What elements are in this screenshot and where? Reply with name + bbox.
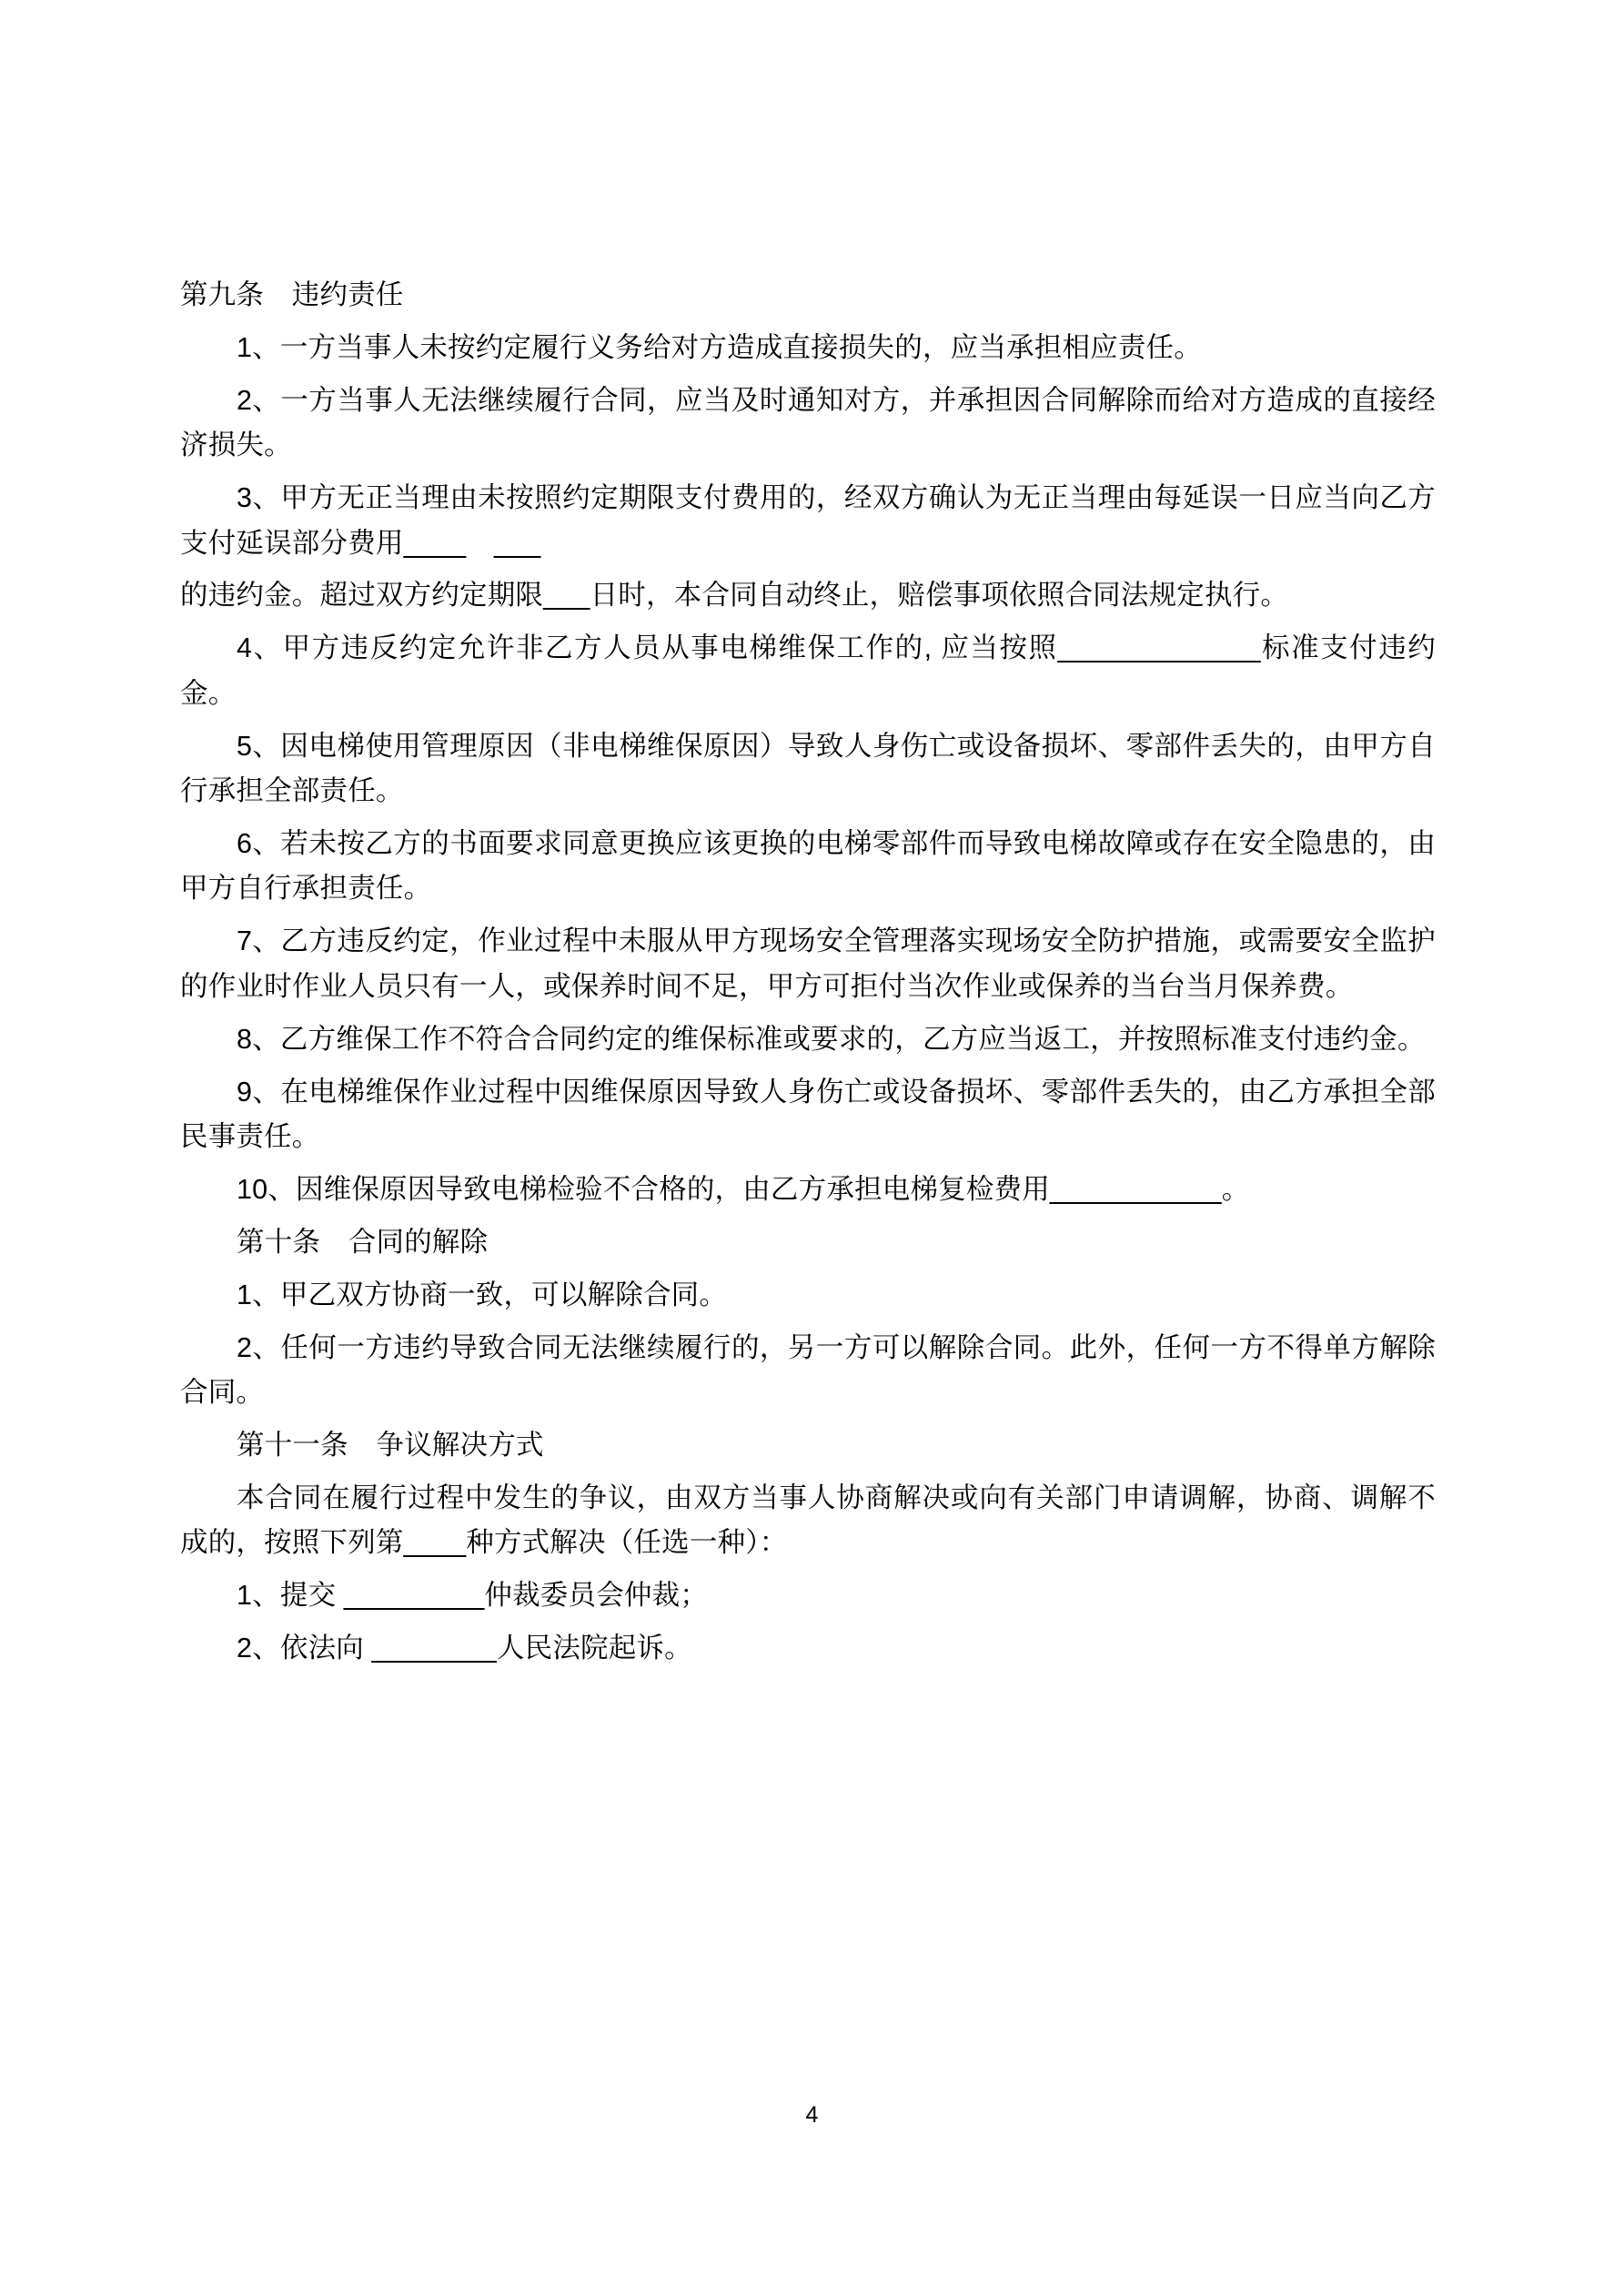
paragraph-9-3: 3、甲方无正当理由未按照约定期限支付费用的，经双方确认为无正当理由每延误一日应当向乙方支付延误部分费用____ ___ (180, 482, 1436, 559)
paragraph-10-2: 2、任何一方违约导致合同无法继续履行的，另一方可以解除合同。此外，任何一方不得单方解除合同。 (180, 1331, 1436, 1408)
paragraph-9-7: 7、乙方违反约定，作业过程中未服从甲方现场安全管理落实现场安全防护措施，或需要安全监护的作业时作业人员只有一人，或保养时间不足，甲方可拒付当次作业或保养的当台当月保养费。 (180, 925, 1436, 1002)
paragraph-11-option-1: 1、提交 _________仲裁委员会仲裁； (237, 1580, 708, 1612)
paragraph-9-8: 8、乙方维保工作不符合合同约定的维保标准或要求的，乙方应当返工，并按照标准支付违约金。 (237, 1023, 1426, 1055)
paragraph-9-9: 9、在电梯维保作业过程中因维保原因导致人身伤亡或设备损坏、零部件丢失的，由乙方承担全部民事责任。 (180, 1076, 1436, 1152)
paragraph-11-intro: 本合同在履行过程中发生的争议，由双方当事人协商解决或向有关部门申请调解，协商、调解不成的，按照下列第____种方式解决（任选一种）： (180, 1482, 1436, 1559)
paragraph-11-option-2: 2、依法向 ________人民法院起诉。 (237, 1632, 692, 1664)
document-body (180, 273, 1436, 1679)
section-heading-article-10: 第十条 合同的解除 (237, 1226, 489, 1258)
paragraph-9-6: 6、若未按乙方的书面要求同意更换应该更换的电梯零部件而导致电梯故障或存在安全隐患的，由甲方自行承担责任。 (180, 827, 1436, 905)
paragraph-9-2: 2、一方当事人无法继续履行合同，应当及时通知对方，并承担因合同解除而给对方造成的直接经济损失。 (180, 384, 1436, 461)
section-heading-article-11: 第十一条 争议解决方式 (237, 1429, 544, 1461)
page-number: 4 (805, 2102, 819, 2128)
section-heading-article-9: 第九条 违约责任 (180, 279, 404, 310)
paragraph-9-3-continued: 的违约金。超过双方约定期限___日时，本合同自动终止，赔偿事项依照合同法规定执行。 (180, 580, 1289, 612)
paragraph-9-1: 1、一方当事人未按约定履行义务给对方造成直接损失的，应当承担相应责任。 (237, 331, 1202, 363)
paragraph-9-10: 10、因维保原因导致电梯检验不合格的，由乙方承担电梯复检费用___________。 (237, 1173, 1250, 1205)
paragraph-9-4: 4、甲方违反约定允许非乙方人员从事电梯维保工作的, 应当按照_____________标准支付违约金。 (180, 632, 1436, 709)
paragraph-10-1: 1、甲乙双方协商一致，可以解除合同。 (237, 1279, 728, 1310)
paragraph-9-5: 5、因电梯使用管理原因（非电梯维保原因）导致人身伤亡或设备损坏、零部件丢失的，由甲方自行承担全部责任。 (180, 730, 1436, 807)
